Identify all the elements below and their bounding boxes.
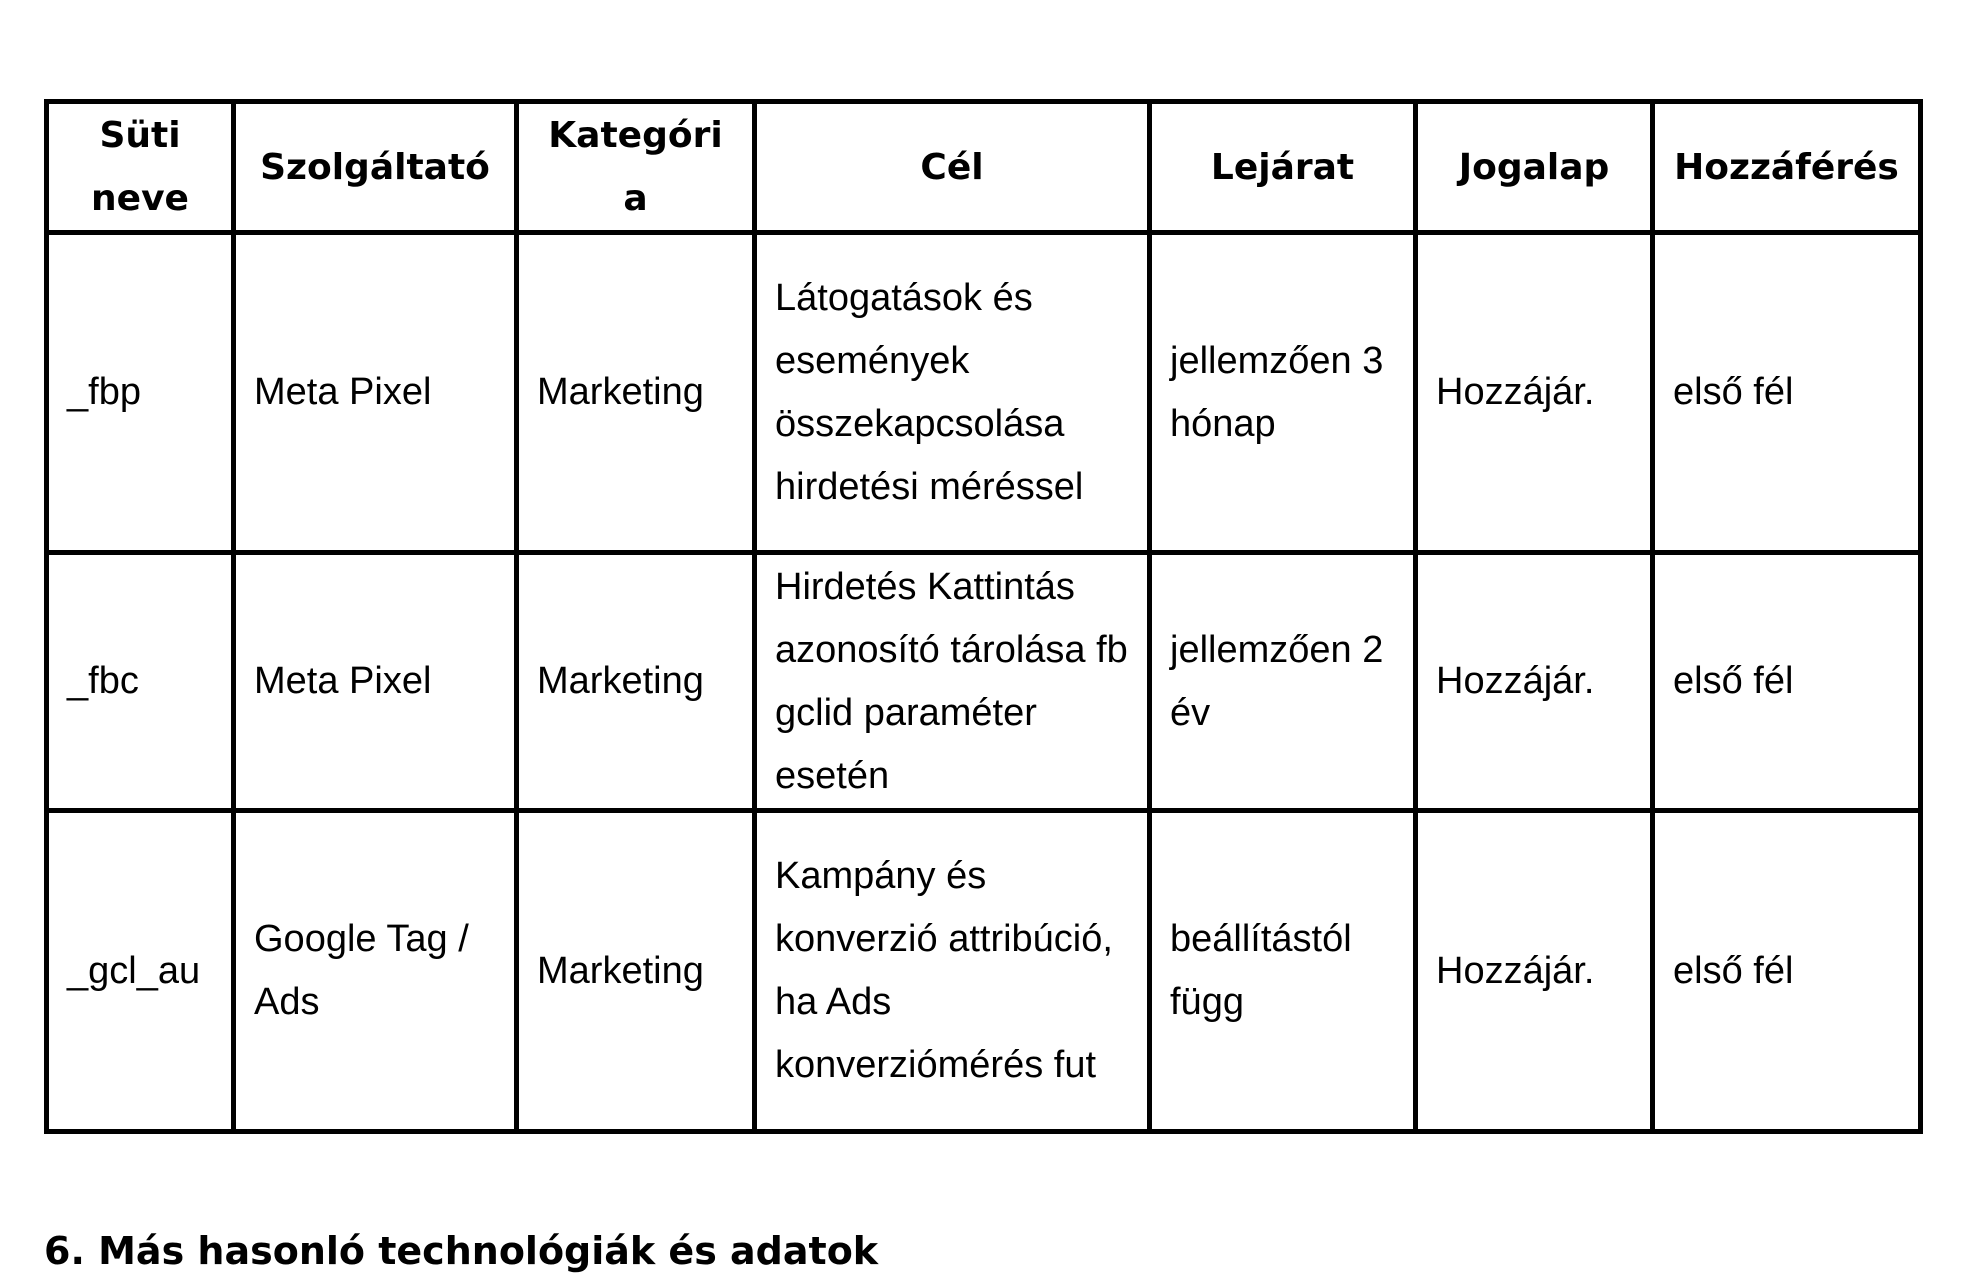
cell-purpose: Kampány és konverzió attribúció, ha Ads konverziómérés fut — [755, 811, 1150, 1132]
header-category: Kategória — [517, 102, 755, 233]
cell-purpose: Látogatások és események összekapcsolása hirdetési méréssel — [755, 233, 1150, 553]
cell-expiry: jellemzően 3 hónap — [1150, 233, 1416, 553]
table-header-row — [47, 102, 1921, 233]
cell-provider: Google Tag / Ads — [234, 811, 517, 1132]
cell-legal-basis: Hozzájár. — [1416, 233, 1653, 553]
header-access: Hozzáférés — [1653, 102, 1921, 233]
cell-access: első fél — [1653, 553, 1921, 811]
cell-legal-basis: Hozzájár. — [1416, 553, 1653, 811]
cell-access: első fél — [1653, 233, 1921, 553]
cell-cookie-name: _fbc — [47, 553, 234, 811]
header-provider: Szolgáltató — [234, 102, 517, 233]
cell-category: Marketing — [517, 811, 755, 1132]
cell-expiry: jellemzően 2 év — [1150, 553, 1416, 811]
table-row — [47, 233, 1921, 553]
section-heading: 6. Más hasonló technológiák és adatok — [44, 1229, 879, 1273]
header-cookie-name: Süti neve — [47, 102, 234, 233]
cell-cookie-name: _fbp — [47, 233, 234, 553]
cell-provider: Meta Pixel — [234, 553, 517, 811]
cell-cookie-name: _gcl_au — [47, 811, 234, 1132]
header-purpose: Cél — [755, 102, 1150, 233]
header-expiry: Lejárat — [1150, 102, 1416, 233]
cell-provider: Meta Pixel — [234, 233, 517, 553]
table-row — [47, 553, 1921, 811]
table-row — [47, 811, 1921, 1132]
cell-legal-basis: Hozzájár. — [1416, 811, 1653, 1132]
cell-category: Marketing — [517, 233, 755, 553]
cell-expiry: beállítástól függ — [1150, 811, 1416, 1132]
cell-access: első fél — [1653, 811, 1921, 1132]
cookie-table — [44, 99, 1923, 1134]
header-legal-basis: Jogalap — [1416, 102, 1653, 233]
cell-category: Marketing — [517, 553, 755, 811]
cell-purpose: Hirdetés Kattintás azonosító tárolása fb gclid paraméter esetén — [755, 553, 1150, 811]
